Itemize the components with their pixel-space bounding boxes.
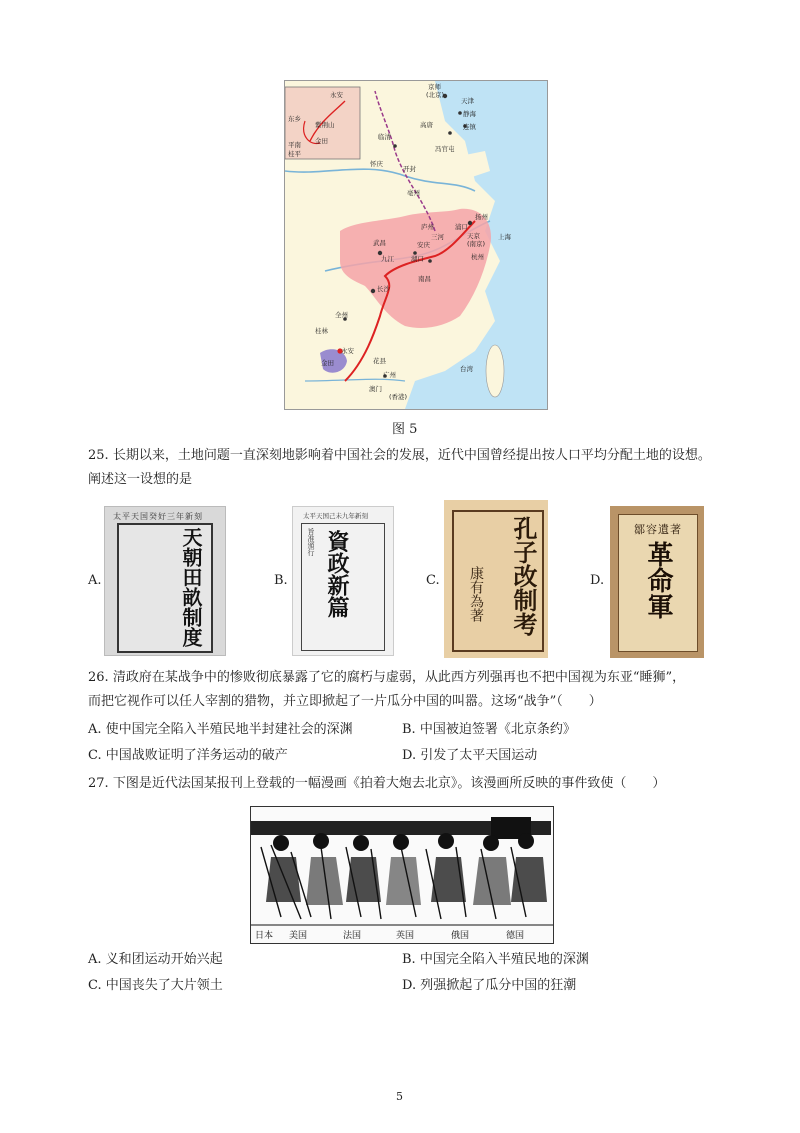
map-label: 金田 (315, 137, 328, 145)
option-text: 引发了太平天国运动 (420, 748, 538, 763)
cartoon-graphic (251, 807, 553, 943)
option-text: 使中国完全陷入半殖民地半封建社会的深渊 (105, 722, 353, 737)
book-frame (301, 523, 385, 651)
option-text: 中国完全陷入半殖民地的深渊 (419, 952, 589, 967)
q25-option-b-image[interactable] (292, 506, 394, 656)
cartoon-image (250, 806, 554, 944)
q25-option-c-label[interactable]: C. (426, 573, 440, 588)
map-label: 开封 (403, 165, 416, 173)
option-label: B. (402, 952, 416, 967)
map-label: (香港) (389, 393, 408, 401)
option-text: 义和团运动开始兴起 (105, 952, 223, 967)
option-text: 列强掀起了瓜分中国的狂潮 (420, 978, 577, 993)
book-frame (452, 510, 544, 652)
q26-option-a[interactable] (88, 720, 353, 740)
map-label: 临清 (378, 133, 391, 141)
cartoon-label-france: 法国 (343, 931, 362, 941)
map-label: 冯官屯 (435, 145, 455, 153)
option-label: C. (88, 748, 102, 763)
map-label: 高唐 (420, 121, 433, 129)
book-frame (618, 514, 698, 652)
q26-text-line2: 而把它视作可以任人宰割的猎物，并立即掀起了一片瓜分中国的叫嚣。这场“战争”（ ） (88, 694, 602, 709)
q27-number: 27. (88, 776, 109, 791)
map-label: 桂平 (288, 150, 301, 158)
q25-option-d-label[interactable]: D. (590, 573, 605, 588)
book-header: 太平天国己未九年新刻 (303, 512, 368, 520)
option-text: 中国战败证明了洋务运动的破产 (105, 748, 288, 763)
q26-option-d[interactable] (402, 746, 537, 766)
map-label: 怀庆 (370, 160, 383, 168)
q27-option-b[interactable] (402, 950, 589, 970)
map-label: 扬州 (475, 213, 488, 221)
q26-number: 26. (88, 670, 109, 685)
map-label: 广州 (383, 371, 396, 379)
map-graphic (285, 81, 547, 409)
option-text: 中国丧失了大片领土 (105, 978, 223, 993)
cartoon-label-russia: 俄国 (451, 931, 470, 941)
map-label: 庐州 (421, 223, 434, 231)
option-label: A. (88, 952, 102, 967)
q27-stem-line1 (88, 774, 665, 794)
map-label: 天津 (461, 97, 474, 105)
q25-option-c-image[interactable] (444, 500, 548, 658)
map-label: 永安 (341, 347, 354, 355)
map-label: 台湾 (460, 365, 473, 373)
map-label: 桂林 (315, 327, 328, 335)
book-title: 天朝田畝制度 (179, 527, 203, 647)
book-header: 鄒容遺著 (634, 523, 682, 536)
book-header: 太平天国癸好三年新刻 (113, 512, 203, 521)
map-label: 武昌 (373, 239, 386, 247)
q27-option-c[interactable] (88, 976, 223, 996)
map-label: 金田 (321, 359, 334, 367)
map-label: 全州 (335, 311, 348, 319)
cartoon-label-germany: 德国 (506, 931, 525, 941)
q27-option-d[interactable] (402, 976, 576, 996)
map-label: 南昌 (418, 275, 431, 283)
option-text: 中国被迫签署《北京条约》 (419, 722, 576, 737)
map-label: (北京) (426, 91, 445, 99)
option-label: D. (402, 978, 417, 993)
map-label: 天京 (467, 232, 480, 240)
book-title: 資政新篇 (324, 530, 350, 618)
cartoon-label-britain: 英国 (396, 931, 415, 941)
q26-option-c[interactable] (88, 746, 288, 766)
map-label: 紫荆山 (315, 121, 335, 129)
q25-number: 25. (88, 448, 109, 463)
taiping-map (284, 80, 548, 410)
q27-text-line1: 下图是近代法国某报刊上登载的一幅漫画《拍着大炮去北京》。该漫画所反映的事件致使（ ） (112, 776, 666, 791)
map-label: (南京) (467, 240, 486, 248)
map-label: 浦口 (455, 223, 468, 231)
option-label: C. (88, 978, 102, 993)
book-frame (117, 523, 213, 653)
book-side: 旨准頒行 (307, 528, 315, 556)
cartoon-label-japan: 日本 (255, 931, 274, 941)
q25-stem-line1 (88, 446, 711, 466)
q25-option-b-label[interactable]: B. (274, 573, 288, 588)
map-label: 澳门 (369, 385, 382, 393)
q27-option-a[interactable] (88, 950, 223, 970)
page-number: 5 (396, 1090, 403, 1103)
book-title: 孔子改制考 (509, 516, 538, 636)
q26-stem-line1 (88, 668, 685, 688)
map-label: 长沙 (377, 285, 390, 293)
map-label: 湖口 (411, 255, 424, 263)
map-label: 三河 (431, 233, 444, 241)
q25-option-d-image[interactable] (610, 506, 704, 658)
map-label: 静海 (463, 110, 476, 118)
q25-option-a-label[interactable]: A. (88, 573, 102, 588)
option-label: B. (402, 722, 416, 737)
map-caption: 图 5 (392, 422, 418, 437)
q26-option-b[interactable] (402, 720, 576, 740)
q25-text-line2: 阐述这一设想的是 (88, 472, 193, 487)
map-label: 亳州 (407, 189, 420, 197)
cartoon-label-usa: 美国 (289, 931, 308, 941)
map-label: 永安 (330, 91, 343, 99)
map-label: 上海 (498, 233, 511, 241)
map-label: 九江 (381, 255, 394, 263)
map-label: 东乡 (288, 115, 301, 123)
map-label: 花县 (373, 357, 386, 365)
book-author: 康有為著 (468, 566, 484, 622)
option-label: A. (88, 722, 102, 737)
map-label: 连镇 (463, 123, 476, 131)
map-label: 杭州 (471, 253, 484, 261)
map-label: 平南 (288, 141, 301, 149)
map-label: 京师 (428, 83, 441, 91)
q26-text-line1: 清政府在某战争中的惨败彻底暴露了它的腐朽与虚弱，从此西方列强再也不把中国视为东亚“睡狮”， (112, 670, 686, 685)
q25-text-line1: 长期以来，土地问题一直深刻地影响着中国社会的发展，近代中国曾经提出按人口平均分配土地的设想。 (112, 448, 711, 463)
option-label: D. (402, 748, 417, 763)
map-label: 安庆 (417, 241, 430, 249)
book-title: 革命軍 (643, 541, 673, 619)
q25-option-a-image[interactable] (104, 506, 226, 656)
